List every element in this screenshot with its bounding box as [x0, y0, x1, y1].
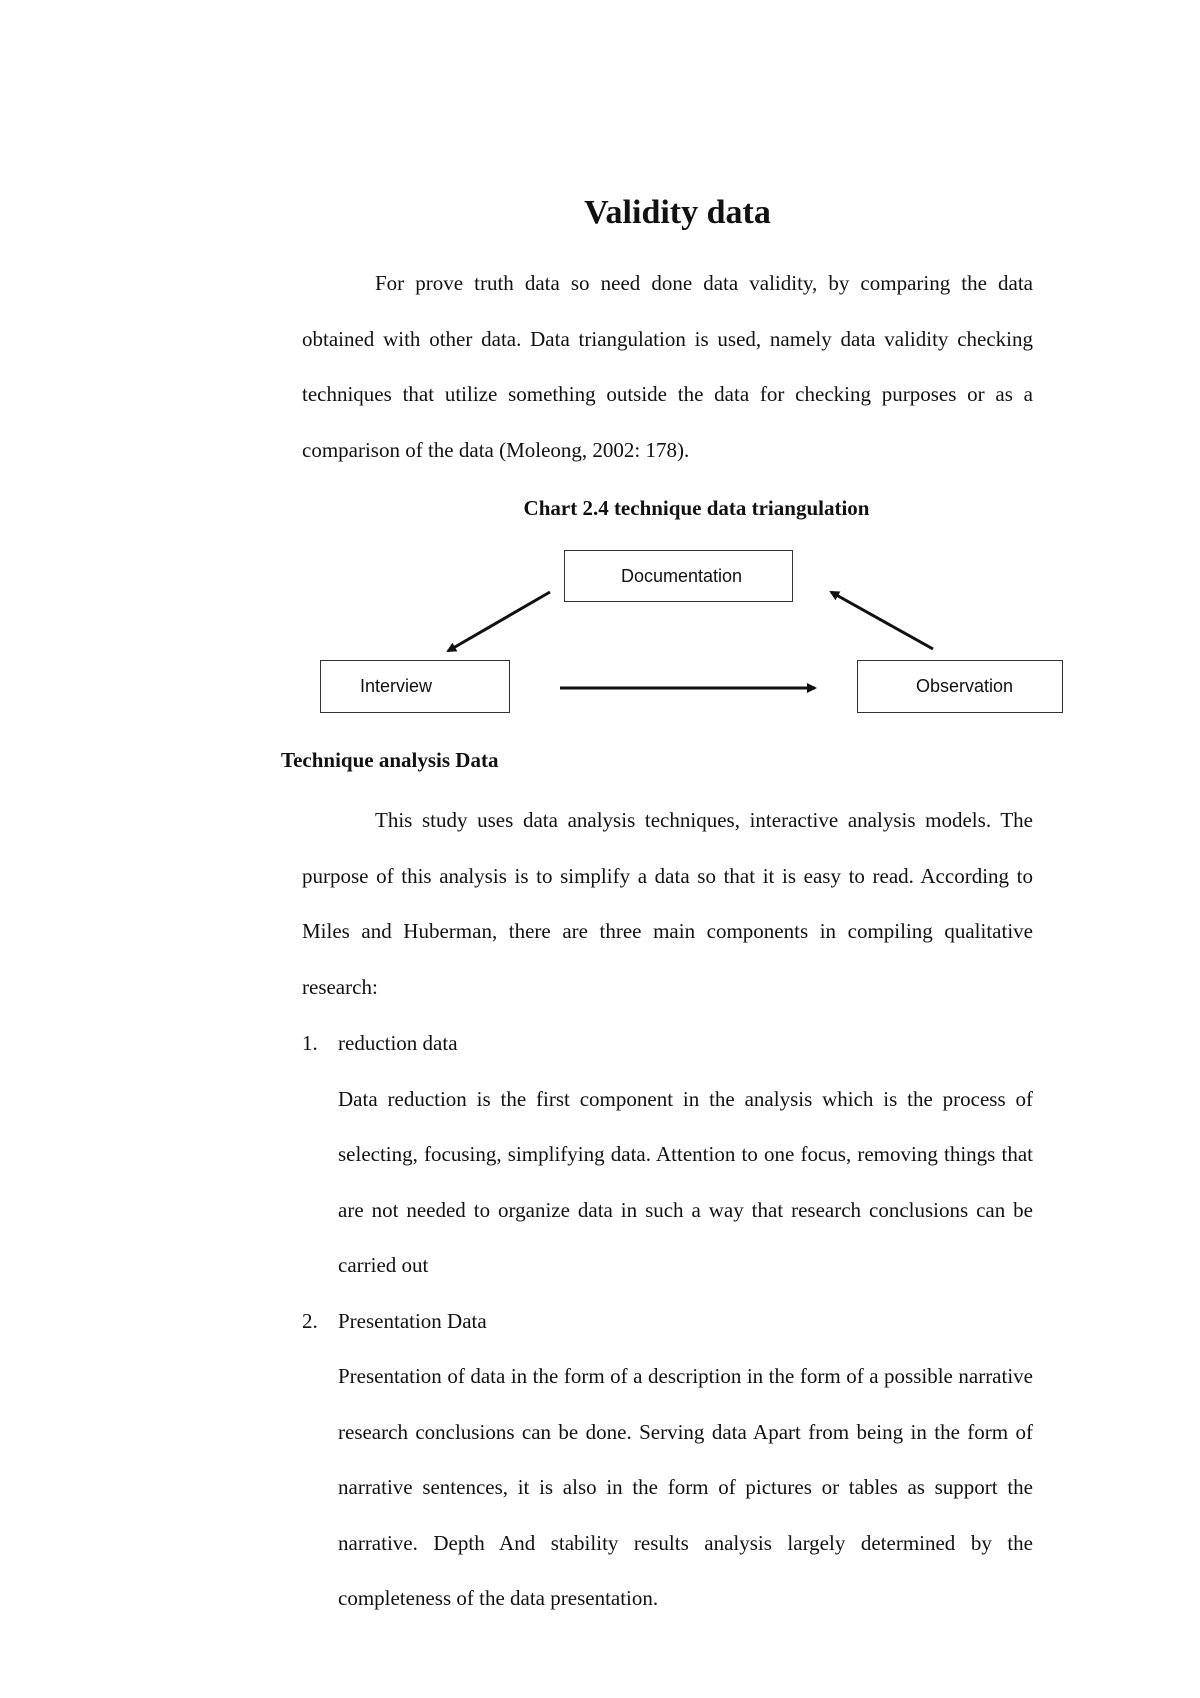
- list-item-number: 2.: [302, 1308, 318, 1333]
- page-title: Validity data: [584, 194, 771, 231]
- list-item: [302, 1016, 1033, 1294]
- arrow-observation-to-documentation: [831, 592, 933, 649]
- list-item-title: Presentation Data: [338, 1308, 487, 1333]
- intro-paragraph: For prove truth data so need done data validity, by comparing the data obtained with other data. Data triangulation is used, namely data validity checking techniques that utilize something outside the data for checking purposes or as a comparison of the data (Moleong, 2002: 178).: [302, 271, 1033, 462]
- observation-box: Observation: [857, 660, 1063, 713]
- analysis-paragraph: This study uses data analysis techniques, interactive analysis models. The purpose of this analysis is to simplify a data so that it is easy to read. According to Miles and Huberman, there are three main components in compiling qualitative research:: [302, 808, 1033, 999]
- list-item-description: Presentation of data in the form of a description in the form of a possible narrative research conclusions can be done. Serving data Apart from being in the form of narrative sentences, it is also in the form of pictures or tables as support the narrative. Depth And stability results analysis largely determined by the completeness of the data presentation.: [338, 1364, 1033, 1610]
- list-item: [302, 1294, 1033, 1627]
- components-list: [302, 1016, 1033, 1627]
- arrow-documentation-to-interview: [448, 592, 550, 651]
- list-item-description: Data reduction is the first component in the analysis which is the process of selecting, focusing, simplifying data. Attention to one focus, removing things that are not needed to organize data in such a way that research conclusions can be carried out: [338, 1086, 1033, 1277]
- list-item-title: reduction data: [338, 1031, 458, 1055]
- list-item-number: 1.: [302, 1031, 318, 1055]
- documentation-box: Documentation: [564, 550, 793, 602]
- section-heading: Technique analysis Data: [281, 748, 499, 772]
- chart-title: Chart 2.4 technique data triangulation: [523, 496, 870, 520]
- interview-box: Interview: [320, 660, 510, 713]
